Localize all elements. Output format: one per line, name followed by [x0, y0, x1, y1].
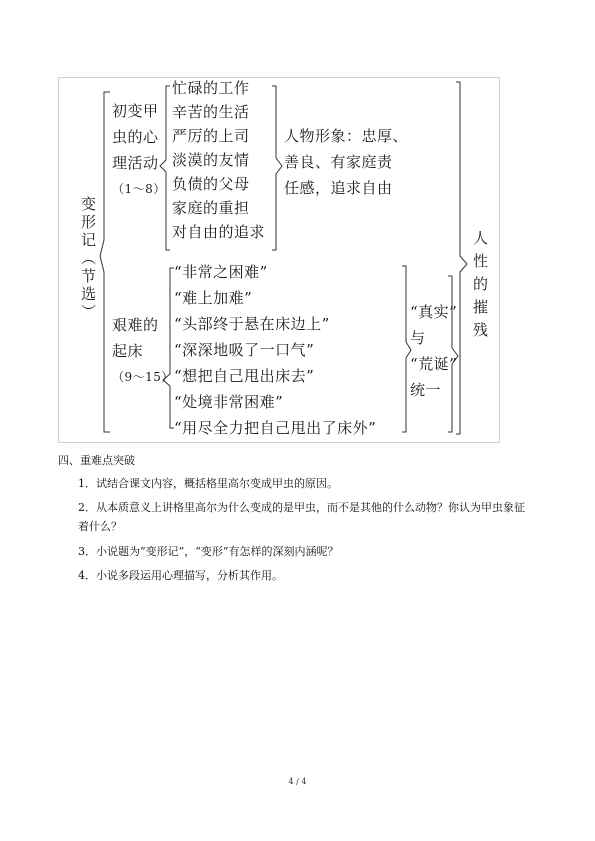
character-line: 人物形象：忠厚、 — [284, 127, 409, 145]
question-4: 4．小说多段运用心理描写，分析其作用。 — [78, 569, 283, 582]
part2-item: “非常之困难” — [174, 263, 268, 281]
question-3: 3．小说题为“变形记”，“变形”有怎样的深刻内涵呢？ — [78, 545, 339, 558]
part2-label-line: 起床 — [112, 342, 144, 360]
part2-item: “头部终于悬在床边上” — [174, 315, 330, 333]
part1-item: 淡漠的友情 — [172, 151, 250, 169]
character-description — [284, 129, 408, 207]
part1-item: 对自由的追求 — [172, 223, 266, 241]
part1-item: 辛苦的生活 — [172, 103, 250, 121]
part1-item: 家庭的重担 — [172, 199, 250, 217]
unify-line: 与 — [410, 329, 426, 347]
diagram-title: 变形记（节选） — [79, 196, 97, 322]
part1-label — [112, 104, 166, 208]
part1-label-line: 虫的心 — [112, 128, 159, 146]
conclusion: 人性的摧残 — [471, 230, 489, 345]
unify-line: “荒诞” — [410, 355, 458, 373]
part2-items — [174, 265, 376, 447]
unify-line: “真实” — [410, 303, 458, 321]
unify-text — [410, 305, 457, 409]
part1-item: 忙碌的工作 — [172, 79, 250, 97]
part2-item: “深深地吸了一口气” — [174, 341, 315, 359]
part1-label-line: 初变甲 — [112, 102, 159, 120]
part1-item: 严厉的上司 — [172, 127, 250, 145]
question-2 — [78, 498, 528, 536]
part1-items — [172, 81, 265, 249]
part2-item: “用尽全力把自己甩出了床外” — [174, 419, 377, 437]
part1-label-line: （1～8） — [112, 182, 166, 196]
character-line: 善良、有家庭责 — [284, 153, 393, 171]
part1-label-line: 理活动 — [112, 154, 159, 172]
page-number: 4 / 4 — [288, 777, 307, 786]
part2-label-line: （9～15） — [112, 370, 174, 384]
part1-item: 负债的父母 — [172, 175, 250, 193]
question-1: 1．试结合课文内容，概括格里高尔变成甲虫的原因。 — [78, 477, 338, 490]
part2-item: “处境非常困难” — [174, 393, 284, 411]
part2-label — [112, 318, 174, 396]
question-2-text: 2．从本质意义上讲格里高尔为什么变成的是甲虫，而不是其他的什么动物？你认为甲虫象征着什么？ — [78, 501, 525, 533]
unify-line: 统一 — [410, 381, 442, 399]
part2-label-line: 艰难的 — [112, 316, 159, 334]
part2-item: “想把自己甩出床去” — [174, 367, 315, 385]
character-line: 任感，追求自由 — [284, 179, 393, 197]
part2-item: “难上加难” — [174, 289, 253, 307]
section-title: 四、重难点突破 — [58, 454, 135, 467]
